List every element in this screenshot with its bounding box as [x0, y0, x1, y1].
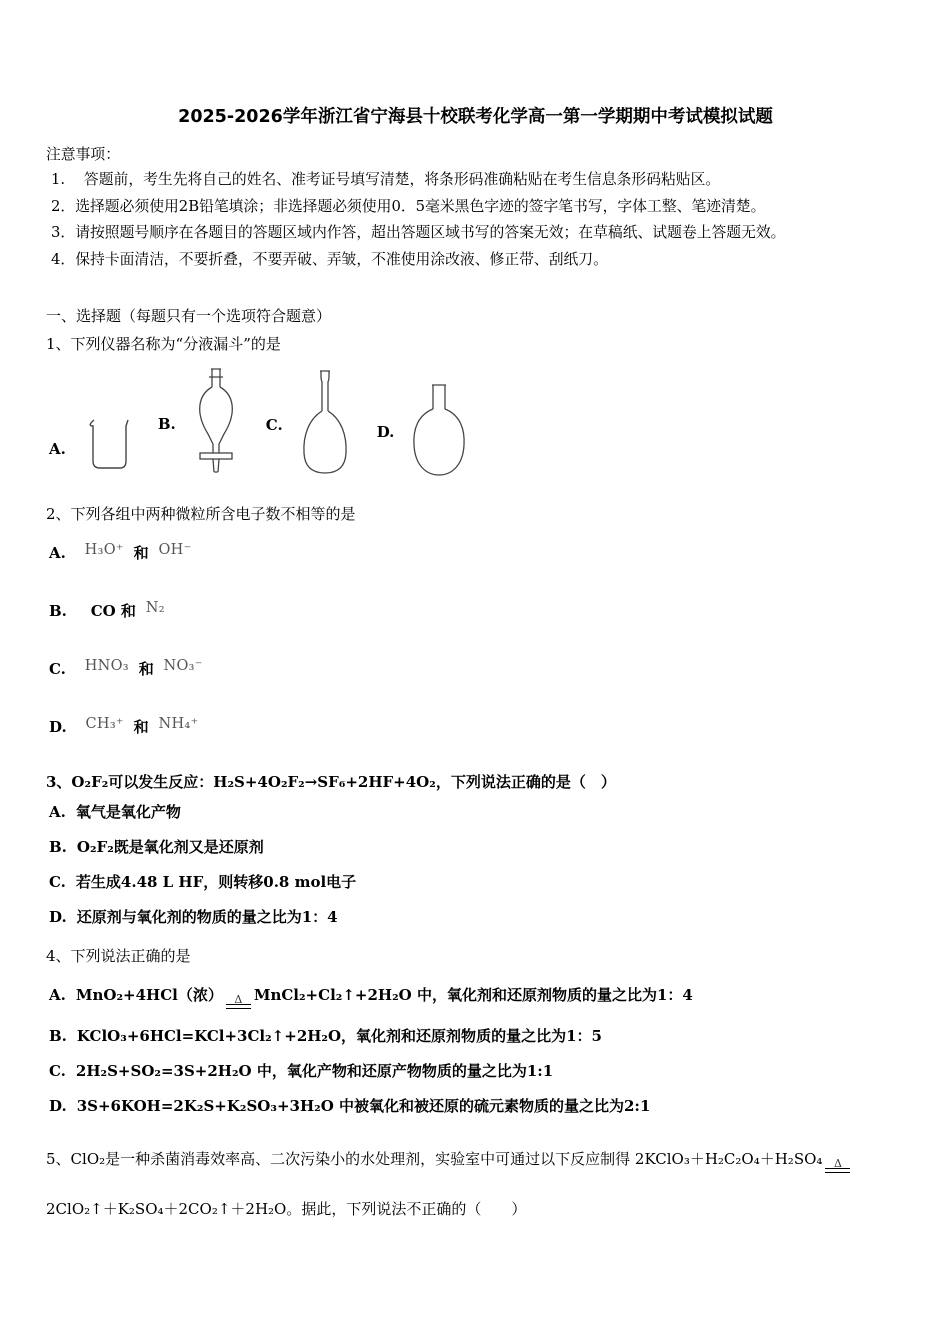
q2-option-c-formula-2: NO₃⁻	[163, 658, 203, 674]
q4-option-c	[49, 1054, 905, 1089]
q5-stem-line-2: 2ClO₂↑＋K₂SO₄＋2CO₂↑＋2H₂O。据此，下列说法不正确的（ ）	[46, 1200, 527, 1218]
q1-option-c	[266, 369, 351, 481]
notice-item-3: 3．请按照题号顺序在各题目的答题区域内作答，超出答题区域书写的答案无效；在草稿纸、试题卷上答题无效。	[51, 224, 786, 241]
q2-option-a-formula-2: OH⁻	[158, 542, 192, 558]
q2-option-c-formula-1: HNO₃	[84, 658, 129, 674]
q3-option-a	[49, 795, 905, 830]
round-bottom-flask-icon	[410, 383, 468, 479]
q3-option-a-label: A.	[49, 803, 66, 821]
q4-stem: 4、下列说法正确的是	[46, 947, 191, 965]
q4-option-b-label: B.	[49, 1027, 67, 1045]
q4-option-d	[49, 1089, 905, 1124]
double-bond-equals-bar	[825, 1168, 850, 1173]
q5-stem	[46, 1144, 905, 1224]
q1-options-row	[49, 367, 905, 481]
q3-option-c-text: 若生成4.48 L HF，则转移0.8 mol电子	[75, 873, 357, 891]
q2-option-a-connector: 和	[133, 544, 149, 562]
page-title: 2025-2026学年浙江省宁海县十校联考化学高一第一学期期中考试模拟试题	[178, 107, 773, 127]
q2-option-d-formula-1: CH₃⁺	[85, 716, 124, 732]
q2-option-b	[49, 595, 905, 624]
q1-option-a	[49, 416, 132, 481]
q3-stem: 3、O₂F₂可以发生反应：H₂S+4O₂F₂→SF₆+2HF+4O₂，下列说法正确的是（ ）	[46, 773, 616, 791]
q4-option-a-label: A.	[49, 986, 66, 1004]
q4-option-d-label: D.	[49, 1097, 67, 1115]
beaker-icon	[82, 416, 132, 472]
q3-option-b	[49, 830, 905, 865]
notice-item-1: 1. 答题前，考生先将自己的姓名、准考证号填写清楚，将条形码准确粘贴在考生信息条形码粘贴区。	[51, 171, 721, 188]
q2-option-c-label: C.	[49, 660, 66, 678]
q3-option-b-text: O₂F₂既是氧化剂又是还原剂	[76, 838, 264, 856]
notice-item-2: 2．选择题必须使用2B铅笔填涂；非选择题必须使用0．5毫米黑色字迹的签字笔书写，字体工整、笔迹清楚。	[51, 197, 766, 215]
q4-option-b-text: KClO₃+6HCl=KCl+3Cl₂↑+2H₂O，氧化剂和还原剂物质的量之比为1：5	[76, 1027, 602, 1045]
q2-option-d-connector: 和	[133, 718, 149, 736]
q1-option-a-label: A.	[49, 439, 66, 458]
q3-option-d-label: D.	[49, 908, 67, 926]
q2-option-b-text: CO 和	[90, 602, 136, 620]
q2-option-a-formula-1: H₃O⁺	[84, 542, 124, 558]
notice-section	[46, 143, 905, 273]
q3-option-c	[49, 865, 905, 900]
q2-option-a-label: A.	[49, 544, 66, 562]
q1-option-d-label: D.	[376, 423, 395, 441]
notice-heading: 注意事项：	[46, 146, 120, 163]
q2-option-b-formula-2: N₂	[145, 600, 165, 616]
q1-option-d	[377, 383, 469, 481]
q4-option-c-label: C.	[49, 1062, 66, 1080]
q1-option-c-label: C.	[265, 416, 283, 434]
volumetric-flask-icon	[299, 369, 351, 481]
q3-option-d	[49, 900, 905, 935]
q3-option-d-text: 还原剂与氧化剂的物质的量之比为1：4	[76, 908, 338, 926]
q2-option-a	[49, 537, 905, 566]
q2-option-d	[49, 711, 905, 740]
delta-symbol: Δ	[833, 1157, 842, 1170]
q2-option-d-label: D.	[49, 718, 67, 736]
q2-stem: 2、下列各组中两种微粒所含电子数不相等的是	[46, 505, 356, 523]
q2-option-b-label: B.	[49, 602, 67, 620]
q2-option-c	[49, 653, 905, 682]
q2-option-d-formula-2: NH₄⁺	[158, 716, 199, 732]
q3-option-a-text: 氧气是氧化产物	[75, 803, 181, 821]
delta-heated-equals-icon	[226, 995, 251, 1009]
q4-option-a-equation-left: MnO₂+4HCl（浓）	[75, 986, 223, 1004]
q4-option-d-text: 3S+6KOH=2K₂S+K₂SO₃+3H₂O 中被氧化和被还原的硫元素物质的量之比为2:1	[76, 1097, 651, 1115]
separating-funnel-icon	[192, 367, 240, 481]
q1-stem: 1、下列仪器名称为“分液漏斗”的是	[46, 335, 281, 353]
delta-heated-equals-icon	[825, 1159, 850, 1173]
q4-option-b	[49, 1019, 905, 1054]
q5-stem-line-1	[46, 1144, 905, 1174]
q4-option-a-equation-right: MnCl₂+Cl₂↑+2H₂O 中，氧化剂和还原剂物质的量之比为1：4	[253, 986, 693, 1004]
q2-option-c-connector: 和	[138, 660, 154, 678]
q4-option-a	[49, 971, 905, 1019]
q1-option-b-label: B.	[157, 415, 176, 433]
double-bond-equals-bar	[226, 1004, 251, 1009]
delta-symbol: Δ	[234, 993, 243, 1006]
q4-option-c-text: 2H₂S+SO₂=3S+2H₂O 中，氧化产物和还原产物物质的量之比为1:1	[75, 1062, 554, 1080]
q3-option-b-label: B.	[49, 838, 67, 856]
q5-stem-line-1-text: 5、ClO₂是一种杀菌消毒效率高、二次污染小的水处理剂，实验室中可通过以下反应制得 2KClO₃＋H₂C₂O₄＋H₂SO₄	[46, 1150, 823, 1168]
q3-option-c-label: C.	[49, 873, 66, 891]
q1-option-b	[158, 367, 240, 481]
notice-item-4: 4．保持卡面清洁，不要折叠，不要弄破、弄皱，不准使用涂改液、修正带、刮纸刀。	[51, 250, 608, 268]
section-1-heading: 一、选择题（每题只有一个选项符合题意）	[46, 307, 332, 325]
